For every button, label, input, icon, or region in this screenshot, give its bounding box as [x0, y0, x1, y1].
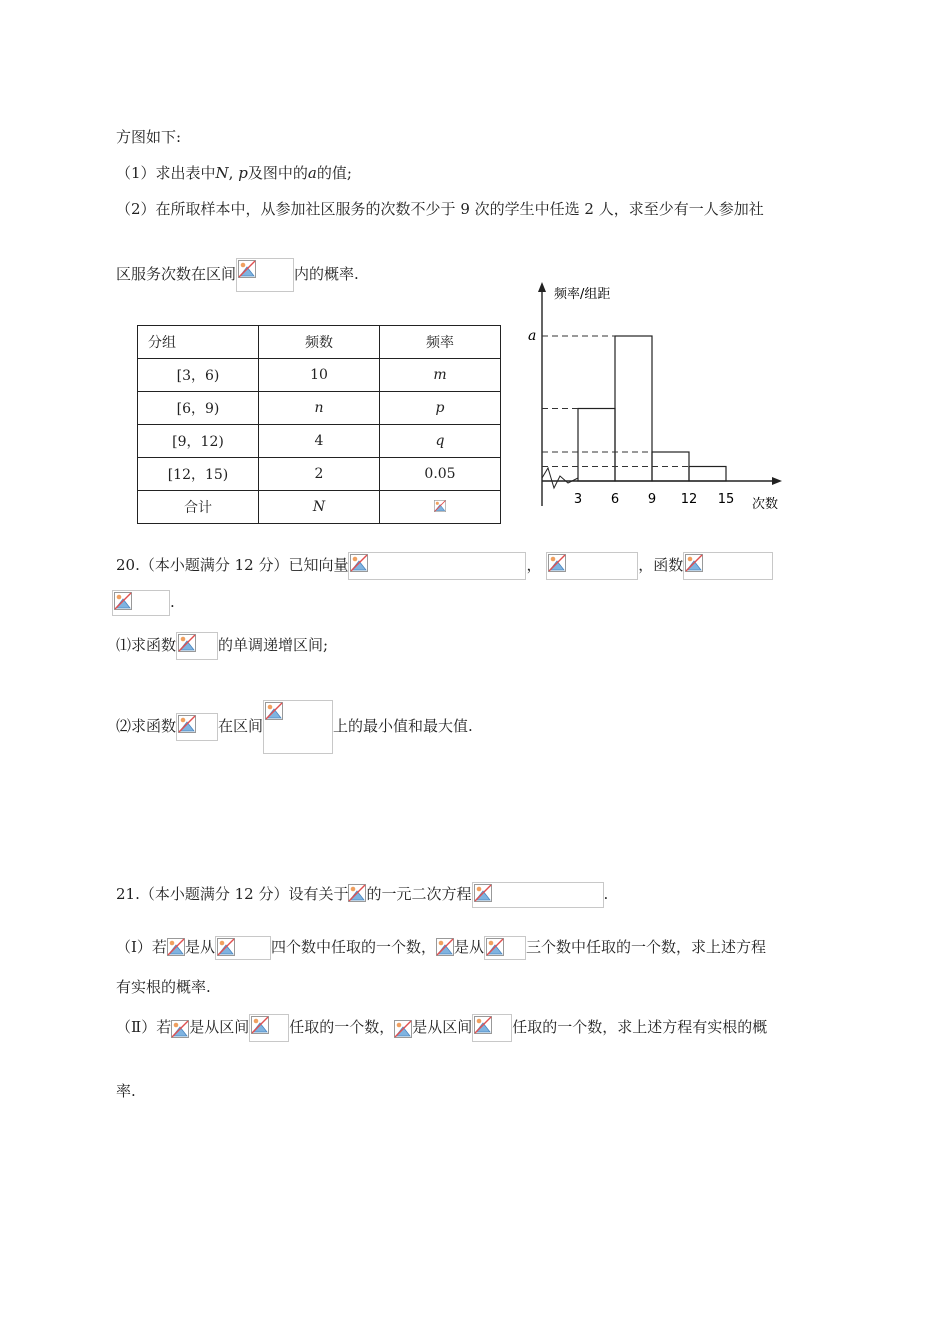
table-row	[138, 359, 501, 392]
question-21-part-2-cont: 率.	[116, 1082, 136, 1100]
q20-s2-mid: 在区间	[218, 717, 264, 735]
y-axis-label: 频率/组距	[554, 287, 611, 302]
variable-a-image	[167, 937, 185, 959]
table-cell: p	[380, 392, 501, 425]
table-header: 频数	[259, 326, 380, 359]
q1-var-a: a	[307, 164, 317, 182]
broken-image-icon	[217, 938, 235, 956]
table-cell: N	[259, 491, 380, 524]
q21-p1-d: 是从	[453, 938, 484, 956]
table-cell: n	[259, 392, 380, 425]
table-header-row	[138, 326, 501, 359]
q20-s1-prefix: ⑴求函数	[116, 636, 177, 654]
table-header: 频率	[380, 326, 501, 359]
broken-image-icon	[434, 497, 446, 515]
q21-p1-b: 是从	[184, 938, 215, 956]
q1-var-p: p	[238, 164, 248, 182]
broken-image-icon	[114, 592, 132, 610]
table-row	[138, 425, 501, 458]
q20-prefix: 20.（本小题满分 12 分）已知向量	[116, 556, 349, 574]
axis-break	[542, 468, 578, 488]
variable-b-image	[394, 1016, 412, 1040]
interval-formula-image	[472, 1014, 512, 1042]
x-tick-label: 6	[610, 492, 620, 507]
q21-p2-d: 是从区间	[412, 1018, 473, 1036]
variable-b-image	[436, 937, 454, 959]
x-axis-label: 次数	[752, 497, 779, 512]
broken-image-icon	[394, 1020, 412, 1038]
function-symbol-image	[176, 632, 218, 660]
table-cell: [12，15)	[138, 458, 259, 491]
table-cell: [6，9)	[138, 392, 259, 425]
q21-p1-a: （Ⅰ）若	[116, 938, 167, 956]
interval-formula-image	[249, 1014, 289, 1042]
q21-p2-b: 是从区间	[189, 1018, 250, 1036]
q20-s2-suffix: 上的最小值和最大值.	[333, 717, 473, 735]
histogram-bar	[689, 467, 726, 482]
histogram-bar	[578, 409, 615, 482]
q21-p1-c: 四个数中任取的一个数，	[270, 938, 436, 956]
table-row	[138, 392, 501, 425]
q2-prefix: 区服务次数在区间	[116, 265, 237, 283]
question-21-part-1	[116, 936, 766, 960]
question-20-formula-cont	[112, 590, 175, 616]
broken-image-icon	[167, 938, 185, 956]
table-total-row	[138, 491, 501, 524]
table-cell: m	[380, 359, 501, 392]
set-formula-image	[215, 936, 271, 960]
broken-image-icon	[548, 554, 566, 572]
vector-a-formula-image	[348, 552, 526, 580]
question-21-part-2	[116, 1014, 767, 1042]
q2-suffix: 内的概率.	[294, 265, 359, 283]
y-marker-label: a	[528, 328, 537, 344]
variable-a-image	[171, 1016, 189, 1040]
quadratic-equation-image	[472, 882, 604, 908]
broken-image-icon	[348, 884, 366, 902]
question-20-sub-2	[116, 700, 473, 754]
function-formula-image	[683, 552, 773, 580]
question-21-part-1-cont: 有实根的概率.	[116, 978, 211, 996]
question-part-1	[116, 162, 352, 184]
continued-text: 方图如下:	[116, 128, 182, 146]
function-symbol-image	[176, 713, 218, 741]
table-cell: q	[380, 425, 501, 458]
table-cell: 10	[259, 359, 380, 392]
q1-end: 的值;	[316, 164, 352, 182]
q20-period: .	[170, 593, 175, 611]
q20-s2-prefix: ⑵求函数	[116, 717, 177, 735]
broken-image-icon	[251, 1016, 269, 1034]
table-cell: 合计	[138, 491, 259, 524]
q21-period: .	[603, 885, 609, 903]
table-cell: [3，6)	[138, 359, 259, 392]
broken-image-icon	[474, 1016, 492, 1034]
table-cell: [9，12)	[138, 425, 259, 458]
interval-formula-image	[236, 258, 294, 292]
question-20	[116, 552, 773, 580]
variable-x-image	[348, 883, 366, 907]
broken-image-icon	[474, 884, 492, 902]
frequency-table	[137, 325, 501, 524]
vector-b-formula-image	[546, 552, 638, 580]
table-cell: 2	[259, 458, 380, 491]
table-cell: 0.05	[380, 458, 501, 491]
x-axis-arrow	[772, 477, 782, 485]
question-part-2: （2）在所取样本中，从参加社区服务的次数不少于 9 次的学生中任选 2 人，求至少有一人参加社	[116, 200, 764, 218]
q20-s1-suffix: 的单调递增区间;	[218, 636, 329, 654]
broken-image-icon	[486, 938, 504, 956]
broken-image-icon	[350, 554, 368, 572]
table-header: 分组	[138, 326, 259, 359]
q21-mid: 的一元二次方程	[366, 885, 472, 903]
q21-p2-e: 任取的一个数，求上述方程有实根的概	[512, 1018, 768, 1036]
q20-comma: ，	[526, 556, 542, 574]
table-cell	[380, 491, 501, 524]
question-21	[116, 882, 608, 908]
q21-prefix: 21.（本小题满分 12 分）设有关于	[116, 885, 349, 903]
broken-image-icon	[436, 938, 454, 956]
x-tick-label: 12	[680, 492, 698, 507]
q1-var-n: N	[215, 164, 229, 182]
question-part-2-cont	[116, 258, 359, 292]
broken-image-icon	[685, 554, 703, 572]
table-row	[138, 458, 501, 491]
q1-sep: ,	[228, 164, 234, 182]
q20-function-label: ，函数	[638, 556, 684, 574]
formula-image	[434, 497, 446, 517]
x-tick-label: 15	[717, 492, 735, 507]
question-20-sub-1	[116, 632, 328, 660]
broken-image-icon	[178, 634, 196, 652]
set-formula-image	[484, 936, 526, 960]
interval-formula-image	[263, 700, 333, 754]
q21-p2-c: 任取的一个数，	[289, 1018, 395, 1036]
broken-image-icon	[265, 702, 283, 720]
broken-image-icon	[171, 1020, 189, 1038]
broken-image-icon	[238, 260, 256, 278]
q21-p1-e: 三个数中任取的一个数，求上述方程	[525, 938, 766, 956]
q21-p2-a: （Ⅱ）若	[116, 1018, 172, 1036]
histogram-bar	[615, 336, 652, 481]
x-tick-label: 3	[573, 492, 583, 507]
q1-text: （1）求出表中	[116, 164, 216, 182]
broken-image-icon	[178, 715, 196, 733]
table-cell: 4	[259, 425, 380, 458]
q1-mid: 及图中的	[247, 164, 308, 182]
function-formula-image-cont	[112, 590, 170, 616]
x-tick-label: 9	[647, 492, 657, 507]
frequency-histogram	[520, 278, 790, 523]
y-axis-arrow	[538, 282, 546, 292]
